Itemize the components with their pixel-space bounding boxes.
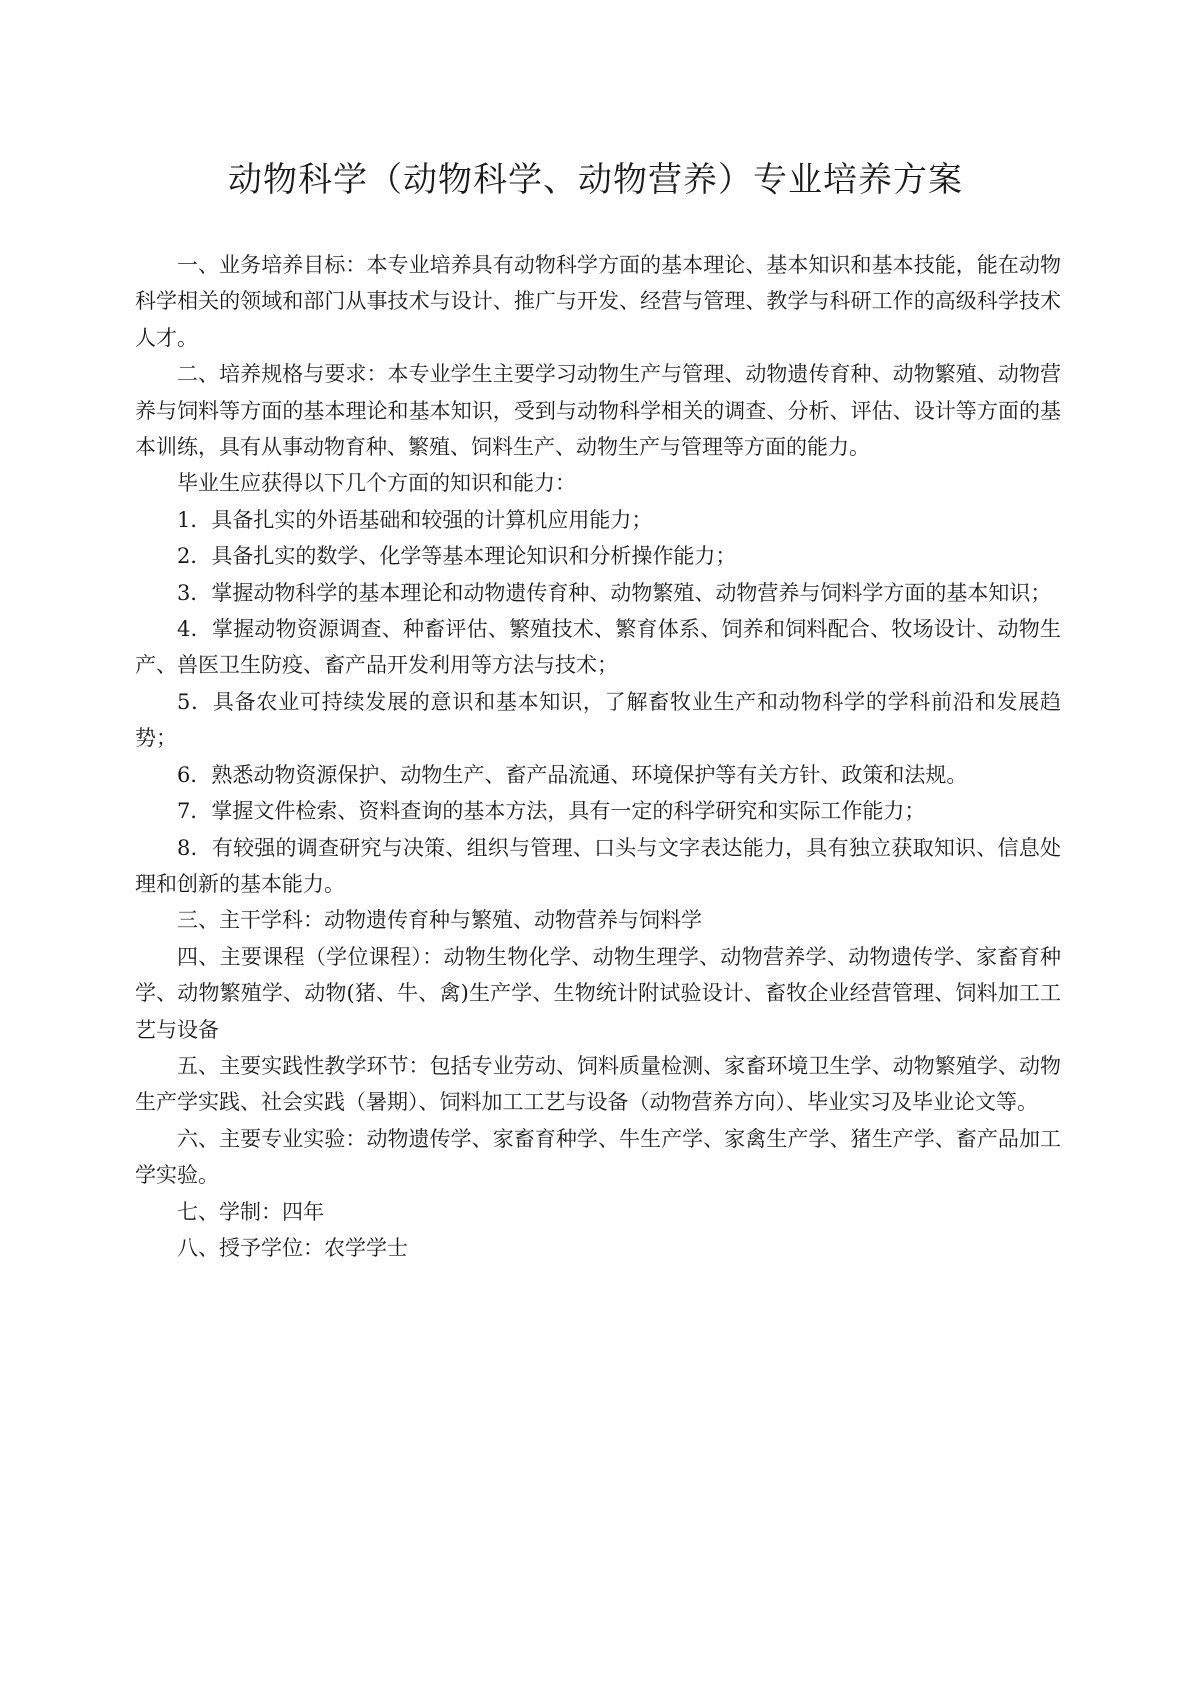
paragraph-degree: 八、授予学位：农学学士 bbox=[177, 1235, 408, 1260]
ability-item-4: 4．掌握动物资源调查、种畜评估、繁殖技术、繁育体系、饲养和饲料配合、牧场设计、动物生产、兽医卫生防疫、畜产品开发利用等方法与技术； bbox=[135, 617, 1061, 678]
paragraph-training-objective: 一、业务培养目标：本专业培养具有动物科学方面的基本理论、基本知识和基本技能，能在动物科学相关的领域和部门从事技术与设计、推广与开发、经营与管理、教学与科研工作的高级科学技术人才。 bbox=[135, 253, 1061, 350]
paragraph-main-experiments: 六、主要专业实验：动物遗传学、家畜育种学、牛生产学、家禽生产学、猪生产学、畜产品加工学实验。 bbox=[135, 1126, 1061, 1188]
ability-item-6: 6．熟悉动物资源保护、动物生产、畜产品流通、环境保护等有关方针、政策和法规。 bbox=[177, 762, 968, 787]
ability-item-7: 7．掌握文件检索、资料查询的基本方法，具有一定的科学研究和实际工作能力； bbox=[177, 799, 926, 824]
paragraph-duration: 七、学制：四年 bbox=[177, 1199, 324, 1224]
paragraph-practical-teaching: 五、主要实践性教学环节：包括专业劳动、饲料质量检测、家畜环境卫生学、动物繁殖学、动物生产学实践、社会实践（暑期）、饲料加工工艺与设备（动物营养方向）、毕业实习及毕业论文等。 bbox=[135, 1053, 1061, 1115]
ability-item-1: 1．具备扎实的外语基础和较强的计算机应用能力； bbox=[177, 507, 653, 532]
ability-item-3: 3．掌握动物科学的基本理论和动物遗传育种、动物繁殖、动物营养与饲料学方面的基本知识； bbox=[177, 580, 1052, 605]
page-title: 动物科学（动物科学、动物营养）专业培养方案 bbox=[228, 160, 963, 200]
paragraph-main-disciplines: 三、主干学科：动物遗传育种与繁殖、动物营养与饲料学 bbox=[177, 908, 702, 933]
ability-item-8: 8．有较强的调查研究与决策、组织与管理、口头与文字表达能力，具有独立获取知识、信息处理和创新的基本能力。 bbox=[135, 835, 1061, 896]
paragraph-training-requirements: 二、培养规格与要求：本专业学生主要学习动物生产与管理、动物遗传育种、动物繁殖、动物营养与饲料等方面的基本理论和基本知识，受到与动物科学相关的调查、分析、评估、设计等方面的基本训练，具有从事动物育种、繁殖、饲料生产、动物生产与管理等方面的能力。 bbox=[135, 362, 1061, 460]
document-body bbox=[135, 247, 1061, 1266]
paragraph-graduate-abilities-intro: 毕业生应获得以下几个方面的知识和能力： bbox=[177, 471, 576, 496]
paragraph-main-courses: 四、主要课程（学位课程）：动物生物化学、动物生理学、动物营养学、动物遗传学、家畜育种学、动物繁殖学、动物(猪、牛、禽)生产学、生物统计附试验设计、畜牧企业经营管理、饲料加工工艺与设备 bbox=[135, 944, 1061, 1042]
ability-item-2: 2．具备扎实的数学、化学等基本理论知识和分析操作能力； bbox=[177, 544, 737, 569]
ability-item-5: 5．具备农业可持续发展的意识和基本知识，了解畜牧业生产和动物科学的学科前沿和发展趋势； bbox=[135, 689, 1061, 751]
